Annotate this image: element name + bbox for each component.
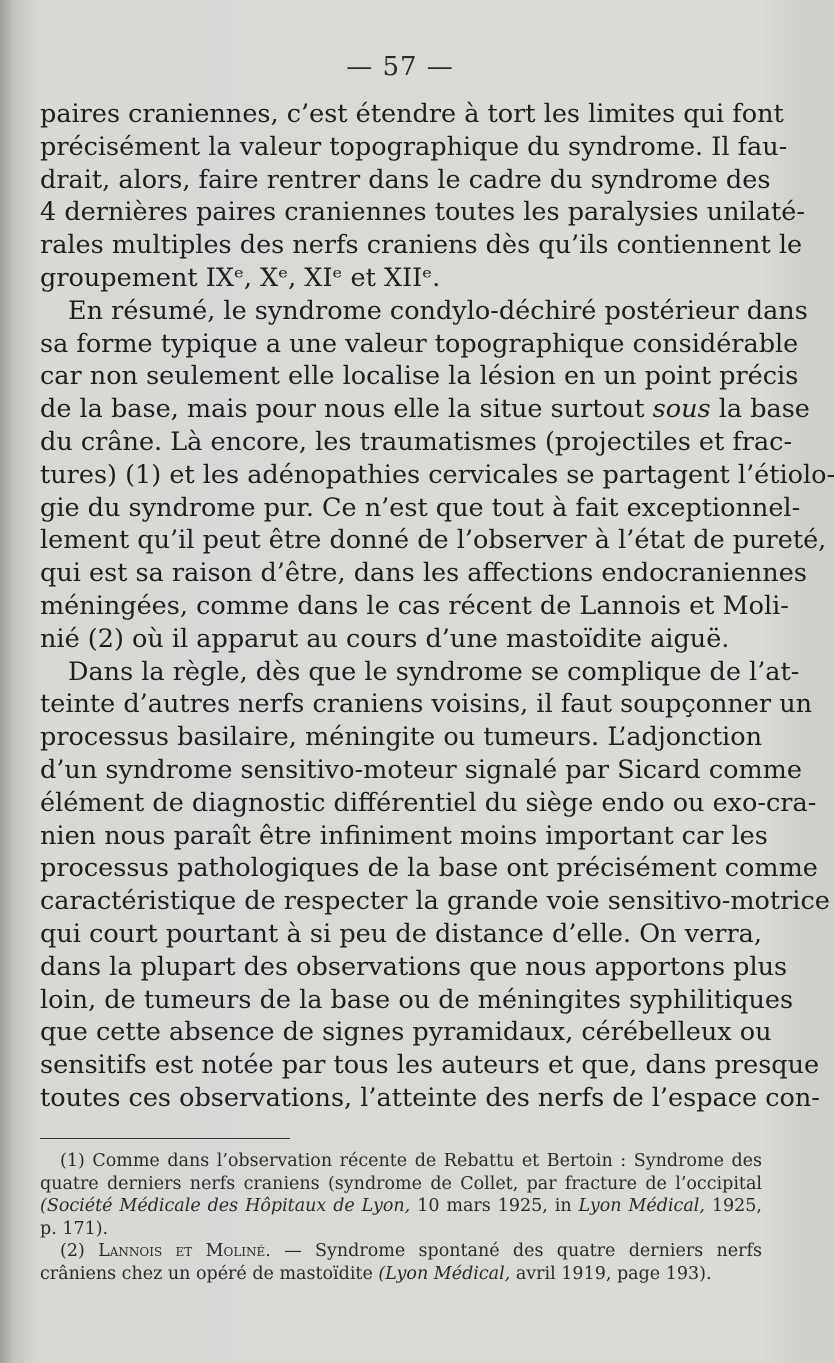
text-line: que cette absence de signes pyramidaux, cérébelleux ou [40,1017,772,1048]
footnote-line: (1) Comme dans l’observation récente de Rebattu et Bertoin : Syndrome des [60,1151,762,1171]
text-line: rales multiples des nerfs craniens dès qu’ils contiennent le [40,230,803,261]
footnote-line [40,1263,762,1286]
page-number: — 57 — [346,52,454,82]
text-line: toutes ces observations, l’atteinte des nerfs de l’espace con- [40,1082,820,1113]
text-line: méningées, comme dans le cas récent de Lannois et Moli- [40,590,789,621]
text-line: tures) (1) et les adénopathies cervicales se partagent l’étiolo- [40,459,835,490]
text-line-with-italic [40,393,810,426]
footnote-rule [40,1138,290,1139]
text-line: drait, alors, faire rentrer dans le cadre du syndrome des [40,164,771,195]
text-line: En résumé, le syndrome condylo-déchiré postérieur dans [68,295,808,326]
text-line: teinte d’autres nerfs craniens voisins, il faut soupçonner un [40,689,813,720]
author-names: Lannois et Moliné. [98,1241,271,1261]
text-segment: 1925, [711,1196,762,1216]
footnote-line: quatre derniers nerfs craniens (syndrome de Collet, par fracture de l’occipital [40,1173,762,1194]
text-line: qui est sa raison d’être, dans les affections endocraniennes [40,558,807,589]
text-line: précisément la valeur topographique du syndrome. Il fau- [40,131,788,162]
text-segment: la base [718,394,810,425]
body-text [40,98,835,1115]
text-line: qui court pourtant à si peu de distance d’elle. On verra, [40,918,762,949]
journal-name: (Lyon Médical, [378,1263,511,1284]
text-line: dans la plupart des observations que nous apportons plus [40,951,788,982]
footnote-line [40,1195,762,1218]
text-segment: — Syndrome spontané des quatre derniers nerfs [284,1241,762,1261]
text-line: caractéristique de respecter la grande voie sensitivo-motrice [40,886,830,917]
text-line: processus pathologiques de la base ont précisément comme [40,853,818,884]
footnote-line [40,1240,762,1263]
text-line: groupement IXᵉ, Xᵉ, XIᵉ et XIIᵉ. [40,262,441,293]
text-line: processus basilaire, méningite ou tumeurs. L’adjonction [40,722,762,753]
text-line: Dans la règle, dès que le syndrome se complique de l’at- [68,656,800,687]
text-line: 4 dernières paires craniennes toutes les paralysies unilaté- [40,197,806,228]
italic-word: sous [652,394,711,425]
text-segment: avril 1919, page 193). [515,1263,712,1284]
footnote-marker: (2) [60,1241,85,1261]
text-line: paires craniennes, c’est étendre à tort les limites qui font [40,99,784,129]
text-line: du crâne. Là encore, les traumatismes (projectiles et frac- [40,426,793,457]
text-segment: de la base, mais pour nous elle la situe surtout [40,394,645,425]
footnotes [40,1150,762,1285]
footnote-line: p. 171). [40,1218,109,1239]
text-segment: 1925, in [497,1196,572,1216]
text-line: car non seulement elle localise la lésion en un point précis [40,361,799,392]
text-line: gie du syndrome pur. Ce n’est que tout à fait exceptionnel- [40,492,801,523]
text-line: d’un syndrome sensitivo-moteur signalé par Sicard comme [40,754,802,785]
journal-name: Lyon Médical, [578,1196,705,1216]
text-segment: 10 mars [417,1196,491,1216]
text-line: élément de diagnostic différentiel du siège endo ou exo-cra- [40,787,817,818]
text-line: nié (2) où il apparut au cours d’une mastoïdite aiguë. [40,623,730,654]
text-line: sensitifs est notée par tous les auteurs et que, dans presque [40,1050,820,1081]
text-line: lement qu’il peut être donné de l’observer à l’état de pureté, [40,525,827,556]
text-line: nien nous paraît être infiniment moins important car les [40,820,768,851]
text-line: sa forme typique a une valeur topographique considérable [40,328,799,359]
text-segment: crâniens chez un opéré de mastoïdite [40,1263,373,1284]
society-name: (Société Médicale des Hôpitaux de Lyon, [40,1196,411,1216]
text-line: loin, de tumeurs de la base ou de méningites syphilitiques [40,984,794,1015]
